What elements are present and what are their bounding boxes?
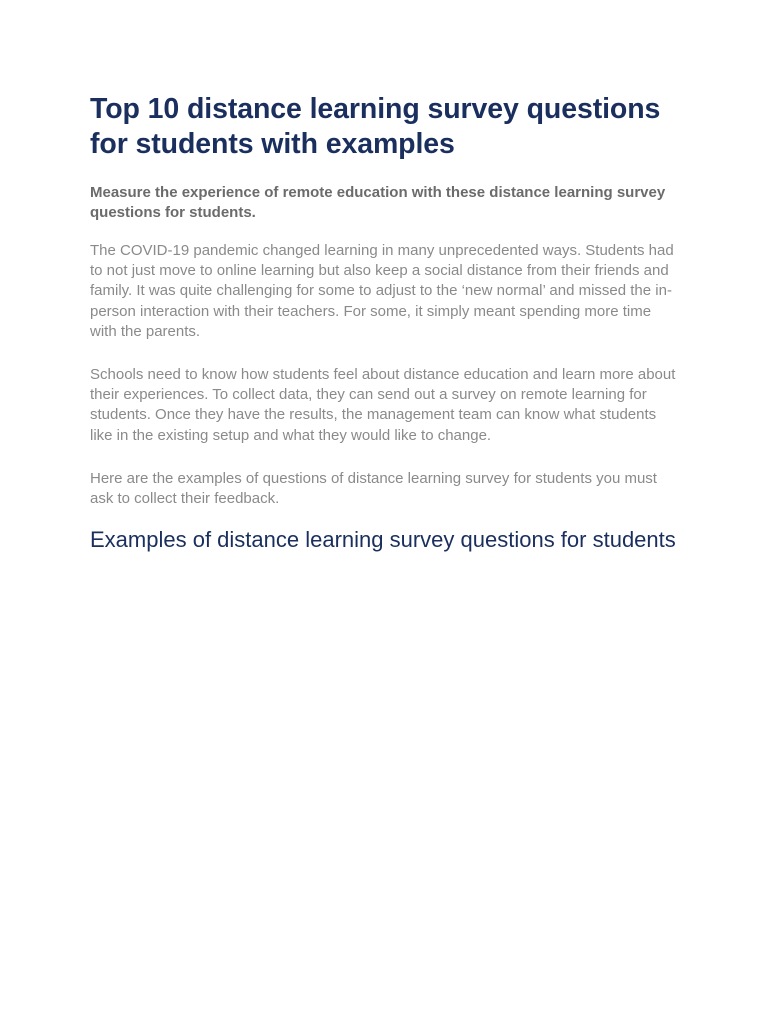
paragraph-intro: The COVID-19 pandemic changed learning in many unprecedented ways. Students had to not just move to online learning but also keep a social distance from their friends and family. It was quite challenging for some to adjust to the ‘new normal’ and missed the in-person interaction with their teachers. For some, it simply meant spending more time with the parents. — [90, 242, 674, 340]
document-page — [90, 92, 680, 554]
page-title: Top 10 distance learning survey questions for students with examples — [90, 93, 661, 160]
article-subtitle: Measure the experience of remote education with these distance learning survey questions for students. — [90, 184, 666, 221]
paragraph-schools: Schools need to know how students feel about distance education and learn more about their experiences. To collect data, they can send out a survey on remote learning for students. Once they have the results, the management team can know what students like in the existing setup and what they would like to change. — [90, 366, 676, 444]
paragraph-examples-intro: Here are the examples of questions of distance learning survey for students you must ask to collect their feedback. — [90, 469, 657, 508]
section-heading: Examples of distance learning survey questions for students — [90, 527, 676, 553]
